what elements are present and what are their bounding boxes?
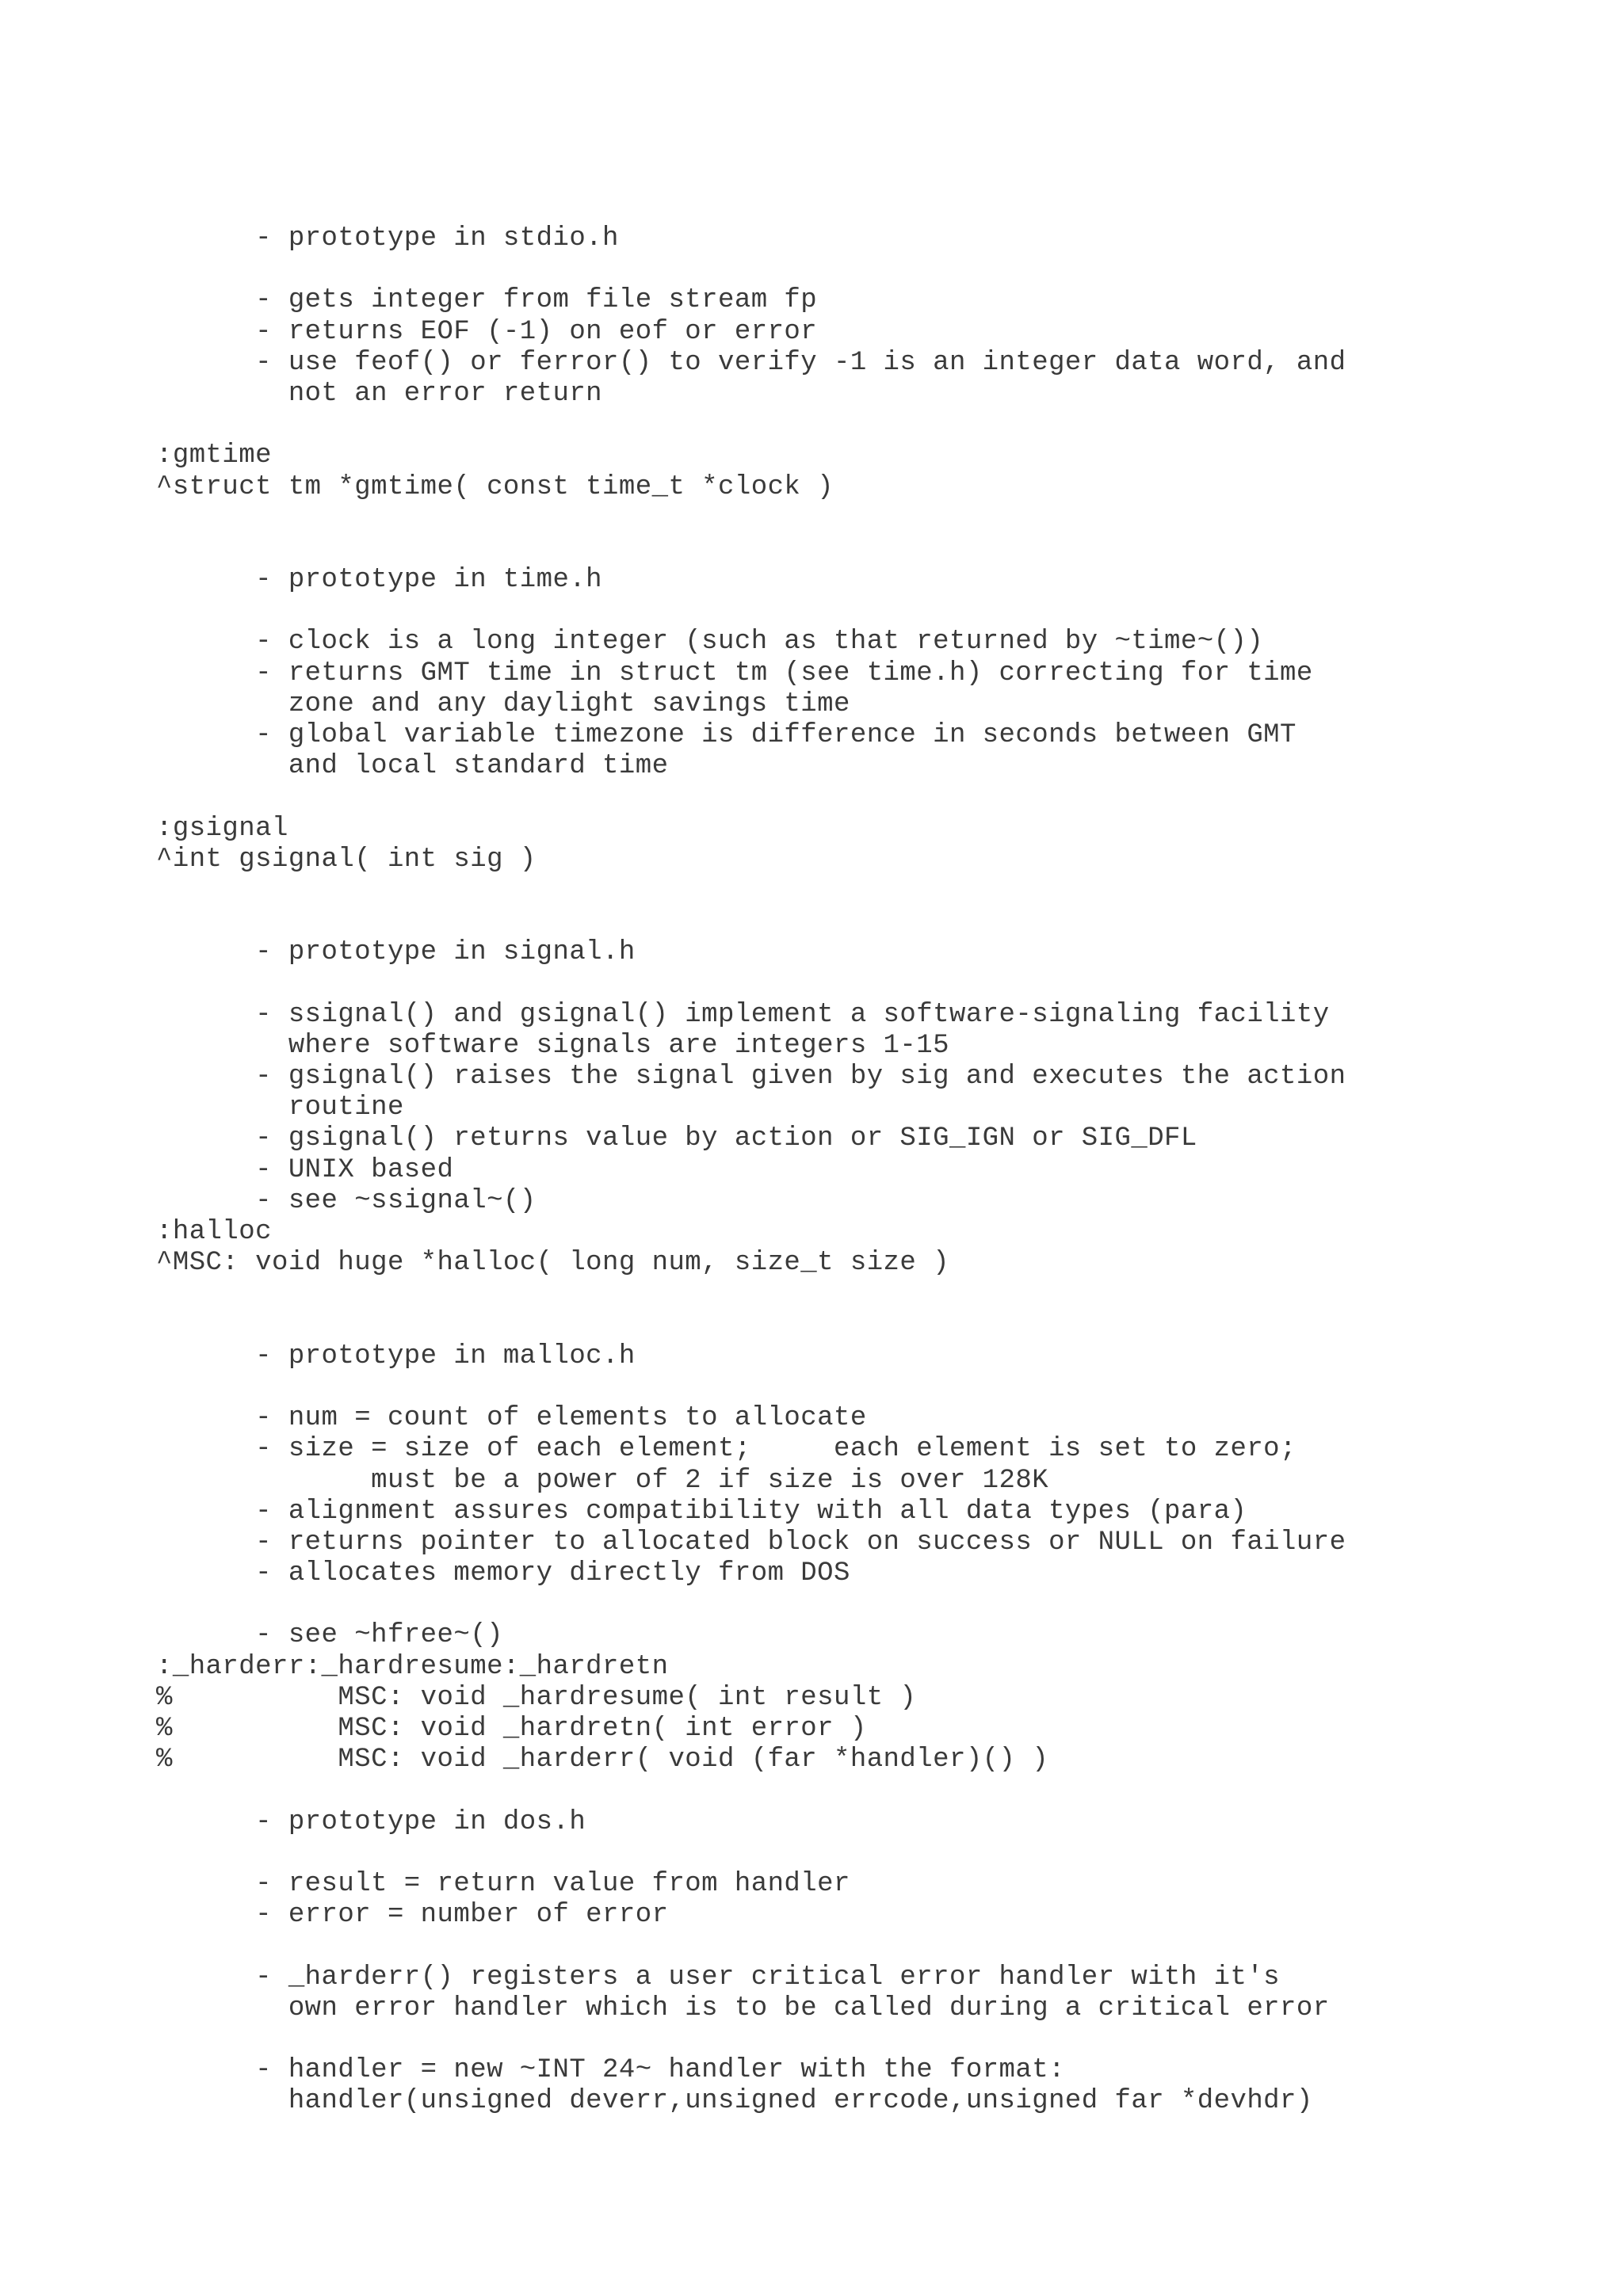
blank-line: [156, 2024, 1583, 2055]
text-line: - gsignal() returns value by action or SIG_IGN or SIG_DFL: [156, 1123, 1197, 1154]
blank-line: [156, 875, 1583, 906]
text-line: - clock is a long integer (such as that returned by ~time~()): [156, 627, 1264, 658]
blank-line: [156, 969, 1583, 1000]
text-line: - use feof() or ferror() to verify -1 is an integer data word, and: [156, 347, 1346, 378]
blank-line: [156, 782, 1583, 813]
blank-line: [156, 254, 1583, 285]
text-line: - gsignal() raises the signal given by sig and executes the action: [156, 1062, 1346, 1093]
text-line: - returns GMT time in struct tm (see time.h) correcting for time: [156, 658, 1313, 688]
text-line: - prototype in signal.h: [156, 937, 636, 968]
function-signature: % MSC: void _hardretn( int error ): [156, 1714, 867, 1744]
text-line: - prototype in stdio.h: [156, 223, 619, 254]
text-line: must be a power of 2 if size is over 128K: [156, 1465, 1049, 1496]
blank-line: [156, 1775, 1583, 1806]
text-line: zone and any daylight savings time: [156, 688, 850, 719]
text-line: and local standard time: [156, 751, 669, 782]
blank-line: [156, 1838, 1583, 1869]
blank-line: [156, 1310, 1583, 1341]
function-signature: ^struct tm *gmtime( const time_t *clock ): [156, 471, 834, 502]
text-line: - result = return value from handler: [156, 1868, 850, 1899]
text-line: handler(unsigned deverr,unsigned errcode,unsigned far *devhdr): [156, 2086, 1313, 2117]
text-line: - prototype in dos.h: [156, 1806, 586, 1837]
text-line: - handler = new ~INT 24~ handler with the format:: [156, 2055, 1065, 2086]
function-signature: % MSC: void _harderr( void (far *handler)() ): [156, 1745, 1049, 1775]
text-line: - see ~ssignal~(): [156, 1185, 537, 1216]
text-line: - global variable timezone is difference in seconds between GMT: [156, 720, 1296, 750]
text-line: - prototype in time.h: [156, 565, 603, 596]
topic-header-harderr: :_harderr:_hardresume:_hardretn: [156, 1651, 669, 1682]
text-line: - returns EOF (-1) on eof or error: [156, 316, 818, 347]
text-line: - gets integer from file stream fp: [156, 285, 818, 316]
blank-line: [156, 1931, 1583, 1962]
text-line: routine: [156, 1093, 404, 1123]
text-line: - size = size of each element; each element is set to zero;: [156, 1434, 1296, 1465]
text-line: where software signals are integers 1-15: [156, 1030, 949, 1061]
blank-line: [156, 534, 1583, 565]
blank-line: [156, 410, 1583, 441]
text-line: - alignment assures compatibility with all data types (para): [156, 1496, 1247, 1527]
text-line: - returns pointer to allocated block on success or NULL on failure: [156, 1527, 1346, 1558]
blank-line: [156, 906, 1583, 937]
text-line: own error handler which is to be called during a critical error: [156, 1993, 1330, 2023]
text-line: not an error return: [156, 378, 603, 409]
function-signature: % MSC: void _hardresume( int result ): [156, 1682, 917, 1713]
blank-line: [156, 1279, 1583, 1310]
blank-line: [156, 1589, 1583, 1620]
blank-line: [156, 503, 1583, 534]
blank-line: [156, 596, 1583, 627]
function-signature: ^MSC: void huge *halloc( long num, size_t size ): [156, 1248, 949, 1279]
reference-text-block: [156, 223, 1583, 2117]
topic-header-gsignal: :gsignal: [156, 813, 288, 844]
text-line: - _harderr() registers a user critical error handler with it's: [156, 1962, 1281, 1993]
blank-line: [156, 1372, 1583, 1403]
text-line: - allocates memory directly from DOS: [156, 1558, 850, 1589]
function-signature: ^int gsignal( int sig ): [156, 844, 537, 875]
text-line: - UNIX based: [156, 1154, 454, 1185]
text-line: - num = count of elements to allocate: [156, 1403, 867, 1434]
topic-header-halloc: :halloc: [156, 1217, 272, 1247]
text-line: - see ~hfree~(): [156, 1620, 503, 1651]
topic-header-gmtime: :gmtime: [156, 441, 272, 471]
text-line: - ssignal() and gsignal() implement a software-signaling facility: [156, 999, 1330, 1030]
text-line: - error = number of error: [156, 1900, 669, 1931]
text-line: - prototype in malloc.h: [156, 1341, 636, 1371]
